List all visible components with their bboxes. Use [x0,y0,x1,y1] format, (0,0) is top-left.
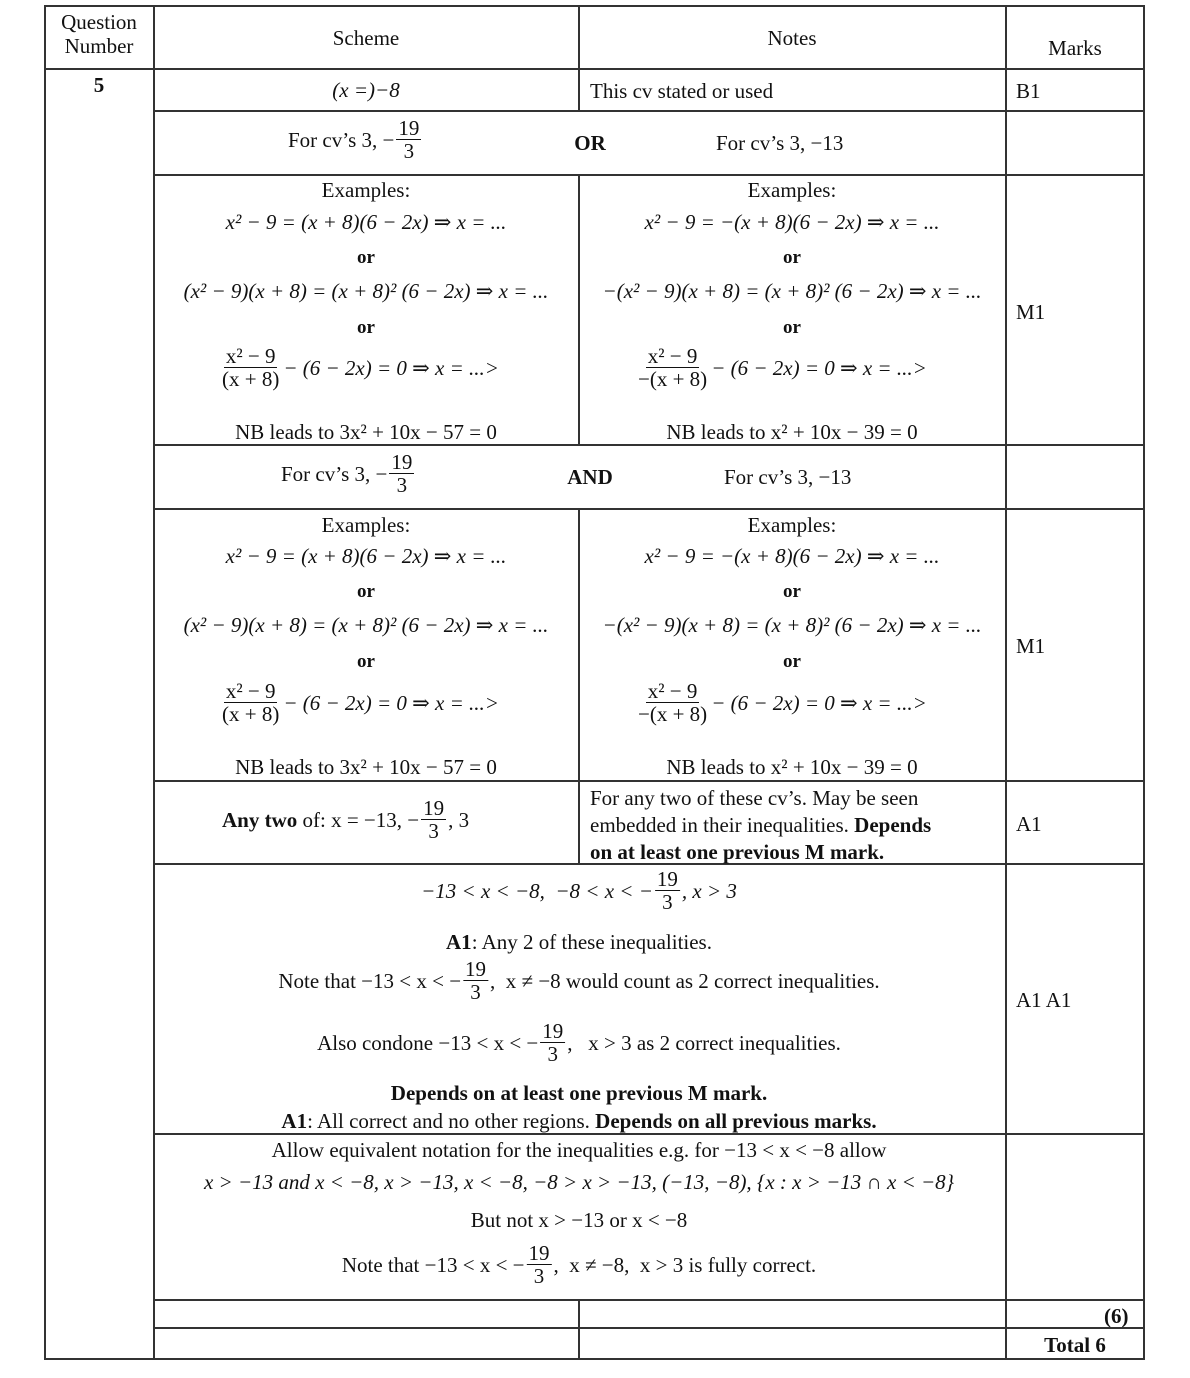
row5-left-or1: or [357,581,375,602]
row5-left-examples: Examples: [321,513,411,537]
column-rule [153,5,155,1360]
row-rule [154,174,1145,176]
fraction: $\frac{19}{3}$ [423,796,445,843]
row2-left [288,117,423,162]
row3-right-eq2: −(x² − 9)(x + 8) = (x + 8)² (6 − 2x) ⇒ x = ... [602,279,982,303]
row3-right-examples: Examples: [747,178,837,202]
row-rule [154,444,1145,446]
row6-notes: For any two of these cv’s. May be seen embedded in their inequalities. Depends on at least one previous M mark. [590,786,932,864]
row3-right-nb: NB leads to x² + 10x − 39 = 0 [666,420,918,444]
row5-right-eq3: $\frac{\text{x² − 9}}{-(x + 8)}$ − (6 − 2x) = 0 ⇒ x = ...> [638,679,927,726]
header-notes: Notes [767,26,817,50]
row3-mark: M1 [1016,300,1046,324]
row4-right: For cv’s 3, −13 [724,465,852,489]
row6-mark: A1 [1016,812,1042,836]
row3-left-or2: or [357,317,375,338]
table-border-right [1143,5,1145,1360]
row-rule [154,508,1145,510]
row3-left-nb: NB leads to 3x² + 10x − 57 = 0 [235,420,497,444]
header-bottom-rule [44,68,1145,70]
row7-line1: −13 < x < −8, −8 < x < − $\frac{19}{3}$ , x > 3 [421,867,737,914]
row3-left-eq2: (x² − 9)(x + 8) = (x + 8)² (6 − 2x) ⇒ x = ... [183,279,549,303]
row1-scheme: (x =)−8 [332,78,400,102]
row3-right-or1: or [783,247,801,268]
column-rule [578,1299,580,1360]
row2-connector: OR [574,131,606,155]
row1-mark: B1 [1016,79,1041,103]
header-scheme: Scheme [332,26,400,50]
question-number: 5 [93,73,105,97]
row5-right-examples: Examples: [747,513,837,537]
header-question-number: Question Number [61,10,137,58]
row4-left-prefix: For cv’s 3, − [281,461,388,486]
row2-left-prefix: For cv’s 3, − [288,127,395,152]
fraction: $\frac{19}{3}$ [656,867,678,914]
fraction: $\frac{\text{x² − 9}}{-(x + 8)}$ [638,344,708,391]
row7-line5: Depends on at least one previous M mark. [390,1081,768,1105]
column-rule [578,174,580,446]
fraction: $\frac{19}{3}$ [465,957,487,1004]
row7-line4: Also condone −13 < x < − $\frac{19}{3}$ , x > 3 as 2 correct inequalities. [317,1019,841,1066]
row8-line3: But not x > −13 or x < −8 [470,1208,688,1232]
fraction: $\frac{19}{3}$ [528,1241,550,1288]
row7-line6: A1: All correct and no other regions. Depends on all previous marks. [281,1109,877,1133]
row-rule [154,1327,1145,1329]
row-rule [154,780,1145,782]
row8-line2: x > −13 and x < −8, x > −13, x < −8, −8 > x > −13, (−13, −8), {x : x > −13 ∩ x < −8} [203,1170,955,1194]
row5-left-or2: or [357,651,375,672]
fraction: $\frac{19}{3}$ [391,450,413,497]
row3-right-eq1: x² − 9 = −(x + 8)(6 − 2x) ⇒ x = ... [644,210,940,234]
row7-line3: Note that −13 < x < − $\frac{19}{3}$ , x ≠ −8 would count as 2 correct inequalities. [278,957,880,1004]
row5-right-or1: or [783,581,801,602]
row5-right-or2: or [783,651,801,672]
row4-connector: AND [567,465,613,489]
row3-left-eq3: $\frac{\text{x² − 9}}{(x + 8)}$ − (6 − 2x) = 0 ⇒ x = ...> [222,344,499,391]
table-border-top [44,5,1145,7]
column-rule [578,508,580,865]
row5-left-eq3: $\frac{\text{x² − 9}}{(x + 8)}$ − (6 − 2x) = 0 ⇒ x = ...> [222,679,499,726]
header-marks: Marks [1048,36,1102,60]
row5-left-nb: NB leads to 3x² + 10x − 57 = 0 [235,755,497,779]
row1-notes: This cv stated or used [590,79,774,103]
row3-left-or1: or [357,247,375,268]
fraction: $\frac{19}{3}$ [398,116,420,163]
row6-scheme: Any two of: x = −13, − $\frac{19}{3}$ , 3 [222,796,470,843]
table-border-left [44,5,46,1360]
row3-left-examples: Examples: [321,178,411,202]
row-rule [154,1299,1145,1301]
row5-mark: M1 [1016,634,1046,658]
row3-right-eq3: $\frac{\text{x² − 9}}{-(x + 8)}$ − (6 − 2x) = 0 ⇒ x = ...> [638,344,927,391]
row7-mark: A1 A1 [1016,988,1072,1012]
fraction: $\frac{19}{3}$ [542,1019,564,1066]
fraction: $\frac{\text{x² − 9}}{(x + 8)}$ [222,344,280,391]
row-rule [154,110,1145,112]
table-border-bottom [44,1358,1145,1360]
row8-line1: Allow equivalent notation for the inequalities e.g. for −13 < x < −8 allow [271,1138,887,1162]
row4-left [281,451,416,496]
row3-left-eq1: x² − 9 = (x + 8)(6 − 2x) ⇒ x = ... [225,210,507,234]
column-rule [1005,5,1007,1360]
row8-line4: Note that −13 < x < − $\frac{19}{3}$ , x ≠ −8, x > 3 is fully correct. [341,1241,817,1288]
subtotal-marks: (6) [1104,1304,1129,1328]
row5-right-eq1: x² − 9 = −(x + 8)(6 − 2x) ⇒ x = ... [644,544,940,568]
row5-left-eq2: (x² − 9)(x + 8) = (x + 8)² (6 − 2x) ⇒ x = ... [183,613,549,637]
total-marks: Total 6 [1044,1333,1106,1357]
row5-right-nb: NB leads to x² + 10x − 39 = 0 [666,755,918,779]
row3-right-or2: or [783,317,801,338]
row5-right-eq2: −(x² − 9)(x + 8) = (x + 8)² (6 − 2x) ⇒ x = ... [602,613,982,637]
fraction: $\frac{\text{x² − 9}}{(x + 8)}$ [222,679,280,726]
row-rule [154,1133,1145,1135]
fraction: $\frac{\text{x² − 9}}{-(x + 8)}$ [638,679,708,726]
column-rule [578,5,580,110]
row7-line2: A1: Any 2 of these inequalities. [446,930,712,954]
row2-right: For cv’s 3, −13 [716,131,844,155]
row5-left-eq1: x² − 9 = (x + 8)(6 − 2x) ⇒ x = ... [225,544,507,568]
